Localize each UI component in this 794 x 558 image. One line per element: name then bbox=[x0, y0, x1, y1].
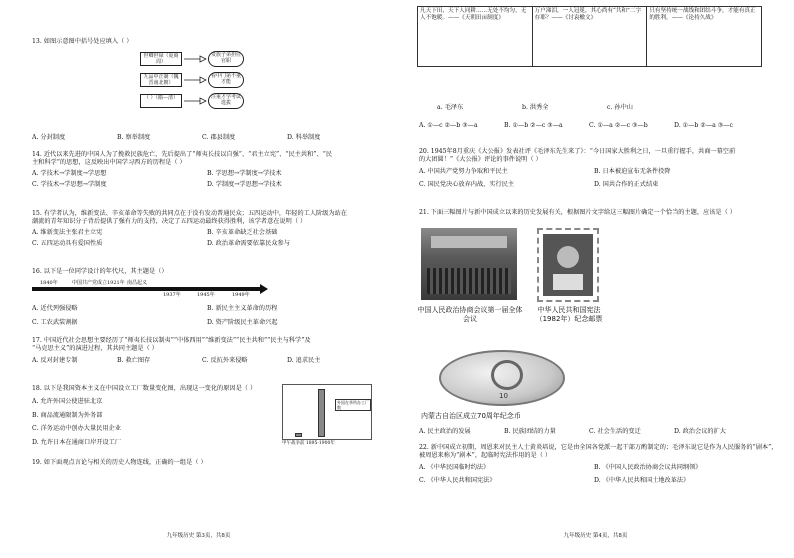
question-16 bbox=[32, 268, 387, 276]
q17-option-d[interactable]: D. 追求民主 bbox=[287, 356, 321, 364]
cppcc-photo bbox=[421, 228, 517, 300]
q18-chart bbox=[282, 384, 372, 440]
q15-line-1: 15. 有学者认为，维新变法、辛亥革命等失败的共同点在于没有发动普通民众；五四运动中，年轻的工人阶级为站在 bbox=[32, 210, 347, 217]
q19-stem: 19. 如下面观点言论与相关的历史人物连线，正确的一组是（ ） bbox=[32, 459, 207, 466]
q18-option-a[interactable]: A. 允许外国公使进驻北京 bbox=[32, 397, 103, 405]
q13-right-box-3: 注重才学考试选拔 bbox=[208, 93, 244, 109]
q21-stem: 21. 下面三幅图片与新中国成立以来的历史发展有关，根据图片文字给这三幅图片确定一个恰当的主题，应该是（ ） bbox=[419, 209, 736, 216]
q17-line-2: “马克思主义”的演进过程，其共同主题是（ ） bbox=[32, 344, 158, 352]
coin-number-icon bbox=[491, 360, 523, 390]
q14-option-a[interactable]: A. 学技术→学制度→学思想 bbox=[32, 169, 107, 177]
timeline-label-6: 1949年 bbox=[232, 292, 250, 298]
q13-right-box-2: 看中门第不重才能 bbox=[208, 72, 244, 88]
q16-option-d[interactable]: D. 资产阶级民主革命兴起 bbox=[207, 318, 278, 326]
person-b: b. 洪秀全 bbox=[522, 104, 549, 111]
q14-line-1: 14. 近代以来先进的中国人为了挽救民族危亡，先后提出了“师夷长技以自强”、“君主立宪”、“民主共和”、“民 bbox=[32, 151, 333, 158]
q16-stem: 16. 以下是一位同学设计的年代尺，其主题是（） bbox=[32, 268, 168, 275]
person-a: a. 毛泽东 bbox=[437, 104, 464, 111]
q15-option-d[interactable]: D. 政治革命需要依靠民众参与 bbox=[207, 240, 290, 248]
constitution-stamp bbox=[537, 228, 599, 302]
book-icon bbox=[553, 274, 583, 290]
q19-quote-table bbox=[417, 6, 762, 67]
q21-option-a[interactable]: A. 民主政治的发展 bbox=[419, 428, 471, 435]
timeline-arrow-icon bbox=[260, 284, 268, 294]
q13-option-b[interactable]: B. 察举制度 bbox=[117, 134, 151, 141]
q13-option-a[interactable]: A. 分封制度 bbox=[32, 134, 66, 141]
timeline-label-1: 1840年 bbox=[40, 280, 58, 286]
q16-option-c[interactable]: C. 工农武装割据 bbox=[32, 318, 78, 326]
q14-option-d[interactable]: D. 学制度→学思想→学技术 bbox=[207, 181, 282, 189]
q20-line-1: 20. 1945年8月重庆《大公报》发表社评《毛泽东先生来了》：“今日国家大胜利之日，一旦重行握手，共商一幕空前 bbox=[419, 148, 736, 155]
question-21 bbox=[419, 209, 774, 217]
question-20 bbox=[419, 148, 774, 189]
q17-option-c[interactable]: C. 反抗外来侵略 bbox=[202, 356, 248, 364]
q20-option-b[interactable]: B. 日本被迫宣布无条件投降 bbox=[594, 167, 671, 175]
q14-option-b[interactable]: B. 学思想→学制度→学技术 bbox=[207, 169, 282, 177]
q22-line-2: 被周恩来称为“剧本”，起临时宪法作用的是（ ） bbox=[419, 451, 552, 459]
person-c: c. 孙中山 bbox=[607, 104, 633, 111]
q19-option-c[interactable]: C. ①—a ②—c ③—b bbox=[589, 122, 648, 129]
q13-stem: 13. 如图示意图中括号处应填入（ ） bbox=[32, 38, 133, 45]
q21-option-b[interactable]: B. 民族团结的力量 bbox=[504, 428, 556, 435]
chart-bar-1 bbox=[295, 433, 302, 437]
q15-option-a[interactable]: A. 维新变法主张君主立宪 bbox=[32, 228, 103, 236]
q18-option-d[interactable]: D. 允许日本在通商口岸开设工厂 bbox=[32, 439, 122, 446]
coin-denomination: 10 bbox=[499, 392, 508, 400]
q13-left-box-2: 九品中正制（魏晋南北朝） bbox=[140, 73, 182, 87]
timeline-label-5: 1945年 bbox=[197, 292, 215, 298]
question-13 bbox=[32, 38, 387, 46]
q22-option-d[interactable]: D. 《中华人民共和国土地改革法》 bbox=[594, 477, 690, 485]
q13-left-box-1: 世卿世禄（夏商周） bbox=[140, 52, 182, 66]
timeline-bar bbox=[32, 287, 264, 291]
q19-people bbox=[437, 104, 737, 112]
question-19 bbox=[32, 459, 387, 467]
q19-option-a[interactable]: A. ①—c ②—b ③—a bbox=[419, 122, 478, 129]
question-22 bbox=[419, 444, 778, 485]
right-footer: 九年级历史 第4页，共8页 bbox=[563, 533, 628, 539]
chart-legend: 外国在华所办工厂数 bbox=[337, 400, 369, 410]
q22-option-a[interactable]: A. 《中华民国临时约法》 bbox=[419, 463, 490, 471]
caption-2: 中华人民共和国宪法（1982年）纪念邮票 bbox=[535, 306, 603, 323]
q21-options bbox=[419, 428, 774, 436]
right-page bbox=[397, 0, 794, 558]
timeline-label-2: 中国共产党成立1921年 bbox=[72, 280, 125, 286]
photo-crowd bbox=[427, 268, 511, 294]
q20-line-2: 的大团圆！”《大公报》评论的事件说明（ ） bbox=[419, 155, 542, 163]
left-footer: 九年级历史 第3页，共8页 bbox=[166, 533, 231, 539]
q16-options bbox=[32, 305, 387, 327]
q20-option-a[interactable]: A. 中国共产党努力争取和平民主 bbox=[419, 167, 508, 175]
q19-options bbox=[419, 122, 774, 130]
q15-option-c[interactable]: C. 五四运动具有爱国性质 bbox=[32, 240, 103, 248]
q21-option-d[interactable]: D. 政治会议的扩大 bbox=[674, 428, 726, 435]
timeline-label-4: 1937年 bbox=[163, 292, 181, 298]
timeline-label-3: 南昌起义 bbox=[127, 280, 148, 286]
q17-option-a[interactable]: A. 反对封建专制 bbox=[32, 356, 78, 364]
q14-line-2: 主和科学”的思想，这反映出中国学习西方的历程是（ ） bbox=[32, 158, 186, 166]
emblem-icon bbox=[557, 246, 579, 268]
photo-banner bbox=[431, 236, 507, 248]
q16-option-b[interactable]: B. 新民主主义革命的历程 bbox=[207, 305, 278, 312]
q16-option-a[interactable]: A. 近代列强侵略 bbox=[32, 305, 78, 312]
q22-option-b[interactable]: B. 《中国人民政治协商会议共同纲领》 bbox=[594, 463, 702, 471]
q22-line-1: 22. 新中国成立初期，周恩来对民主人士黄炎培说，它是由全国各党派一起干部万酌制定的；毛泽东说它是作为人民服务的“剧本”， bbox=[419, 444, 778, 451]
question-17 bbox=[32, 337, 387, 364]
commemorative-coin bbox=[439, 350, 565, 406]
q20-option-d[interactable]: D. 国共合作的正式结束 bbox=[594, 181, 659, 189]
chart-xlabel: 甲午战争前 1895-1900年 bbox=[282, 441, 335, 446]
q19-option-d[interactable]: D. ①—b ②—a ③—c bbox=[674, 122, 733, 129]
q13-option-c[interactable]: C. 郡县制度 bbox=[202, 134, 236, 141]
q17-line-1: 17. 中国近代社会思想主要经历了“师夷长技以制夷”“中体西用”“维新变法”“民主共和”“民主与科学”及 bbox=[32, 337, 311, 344]
quote-3: 只有坚持统一战线和团结斗争，才能有真正的胜利。——《论持久战》 bbox=[647, 7, 762, 67]
q15-line-2: 潮流的青年知识分子背后提供了强有力的支持，决定了五四运动最终获得胜利，该学者意在说明（ ） bbox=[32, 217, 307, 225]
q14-option-c[interactable]: C. 学技术→学思想→学制度 bbox=[32, 181, 107, 189]
quote-2: 万户涕泪，一人冠冕，其心尚有“共和”二字存耶？——《讨袁檄文》 bbox=[532, 7, 647, 67]
q13-left-box-3: （ ）（隋—清） bbox=[140, 94, 182, 108]
q13-options bbox=[32, 134, 387, 142]
caption-1: 中国人民政治协商会议第一届全体会议 bbox=[417, 306, 523, 323]
q20-option-c[interactable]: C. 国民党决心放弃内战，实行民主 bbox=[419, 181, 515, 189]
caption-3: 内蒙古自治区成立70周年纪念币 bbox=[421, 412, 521, 420]
q13-arrows bbox=[182, 52, 208, 110]
question-14 bbox=[32, 151, 387, 189]
q18-option-c[interactable]: C. 洋务运动中创办大量民用企业 bbox=[32, 425, 121, 433]
q18-option-b[interactable]: B. 商品流通限制为外务部 bbox=[32, 411, 103, 419]
question-15 bbox=[32, 210, 387, 248]
q17-option-b[interactable]: B. 救亡图存 bbox=[117, 356, 151, 364]
q16-timeline bbox=[32, 281, 272, 299]
q15-option-b[interactable]: B. 辛亥革命缺乏社会基础 bbox=[207, 228, 278, 236]
q18-stem: 18. 以下是我国资本主义在中国设立工厂数量变化图，出现这一变化的原因是（ ） bbox=[32, 385, 257, 392]
quote-1: 凡天下田，天下人同耕……无处不均匀，无人不饱暖。——《天朝田亩制度》 bbox=[418, 7, 533, 67]
stamp-image bbox=[543, 234, 593, 296]
q22-option-c[interactable]: C. 《中华人民共和国宪法》 bbox=[419, 477, 496, 485]
q13-right-box-1: 贵族子弟担任官职 bbox=[208, 51, 244, 67]
q21-option-c[interactable]: C. 社会生活的变迁 bbox=[589, 428, 641, 435]
q13-option-d[interactable]: D. 科举制度 bbox=[287, 134, 321, 141]
q19-option-b[interactable]: B. ①—b ②—c ③—a bbox=[504, 122, 563, 129]
chart-bar-2 bbox=[318, 389, 325, 437]
